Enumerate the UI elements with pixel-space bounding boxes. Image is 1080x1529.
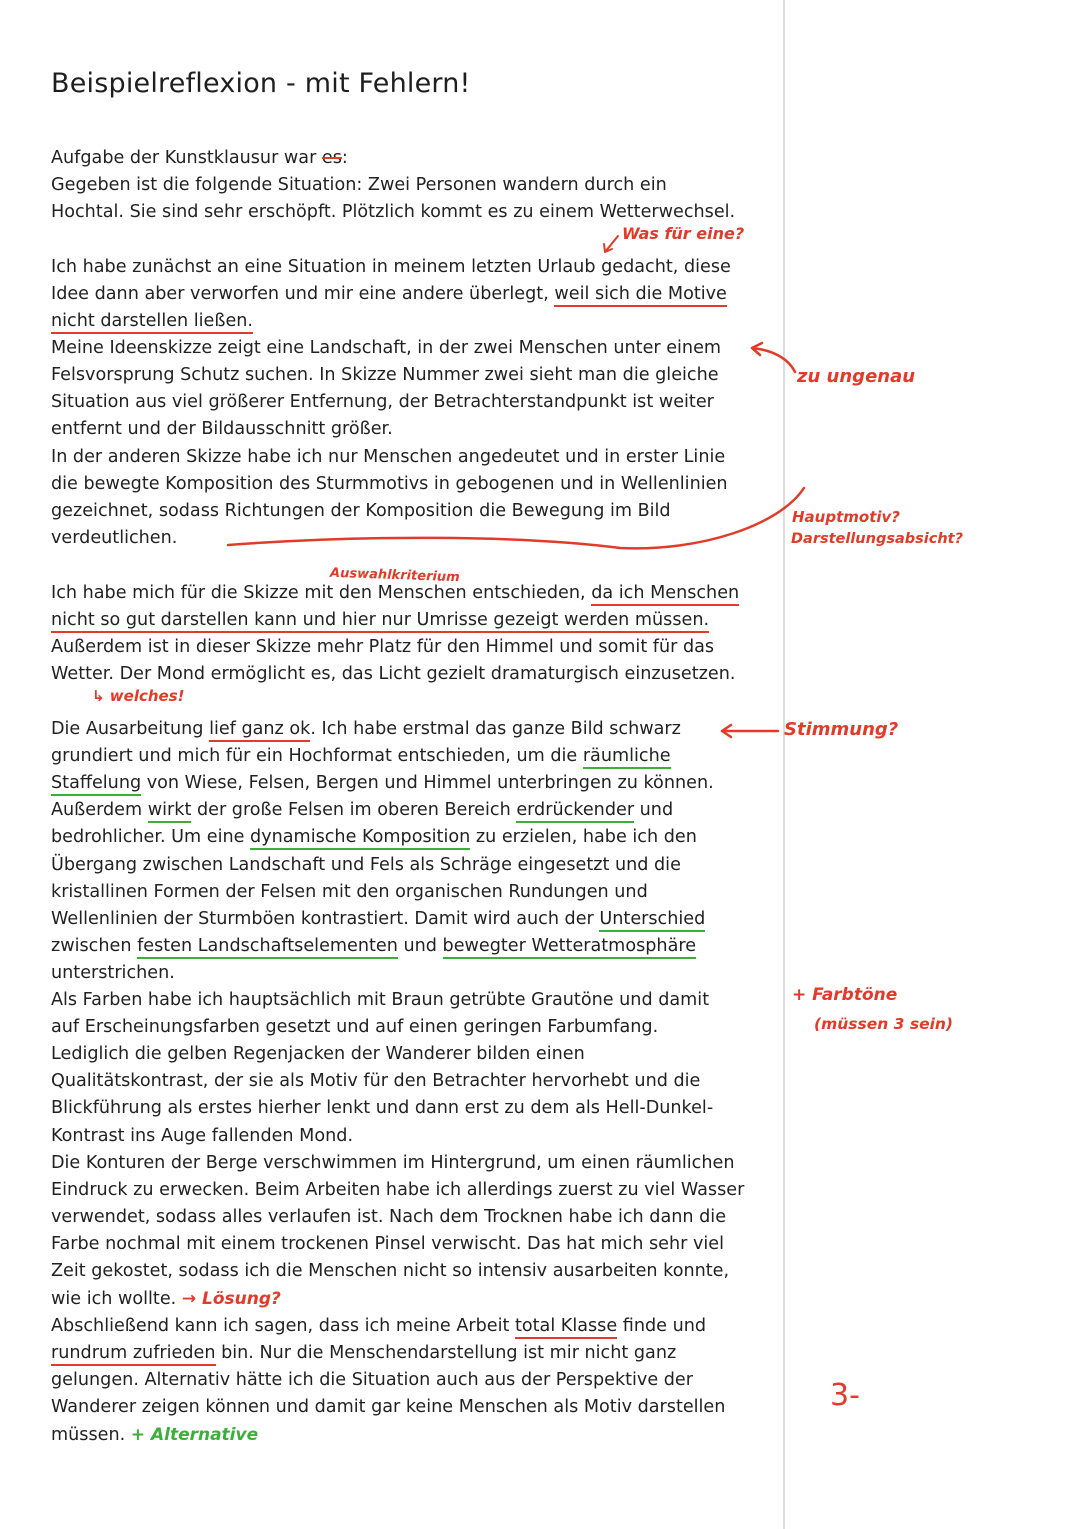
text-line: bedrohlicher. Um eine dynamische Komposition zu erzielen, habe ich den bbox=[51, 827, 697, 847]
arrow-stimmung bbox=[722, 725, 778, 737]
annotation-stimmung: Stimmung? bbox=[784, 719, 899, 740]
annotation-alternative: + Alternative bbox=[130, 1425, 259, 1445]
underlined-text: bewegter Wetteratmosphäre bbox=[443, 936, 697, 959]
annotation-farbtoene: + Farbtöne bbox=[792, 985, 898, 1005]
text-line: unterstrichen. bbox=[51, 963, 175, 983]
text-line: Lediglich die gelben Regenjacken der Wanderer bilden einen bbox=[51, 1044, 585, 1064]
text-line: Hochtal. Sie sind sehr erschöpft. Plötzlich kommt es zu einem Wetterwechsel. bbox=[51, 202, 736, 222]
underlined-text: lief ganz ok bbox=[209, 719, 310, 742]
page-title: Beispielreflexion - mit Fehlern! bbox=[51, 68, 471, 99]
curve-hauptmotiv bbox=[228, 488, 804, 548]
text-line: gezeichnet, sodass Richtungen der Komposition die Bewegung im Bild bbox=[51, 501, 671, 521]
text-line: Die Ausarbeitung lief ganz ok. Ich habe erstmal das ganze Bild schwarz bbox=[51, 719, 681, 739]
text-line: auf Erscheinungsfarben gesetzt und auf einen geringen Farbumfang. bbox=[51, 1017, 659, 1037]
text-line: Die Konturen der Berge verschwimmen im Hintergrund, um einen räumlichen bbox=[51, 1153, 735, 1173]
underlined-text: da ich Menschen bbox=[591, 583, 739, 606]
struck-word: es bbox=[321, 148, 342, 168]
text-line: Blickführung als erstes hierher lenkt und dann erst zu dem als Hell-Dunkel- bbox=[51, 1098, 714, 1118]
underlined-text: dynamische Komposition bbox=[250, 827, 470, 850]
text-line: grundiert und mich für ein Hochformat entschieden, um die räumliche bbox=[51, 746, 671, 766]
annotation-zu-ungenau: zu ungenau bbox=[797, 366, 916, 387]
annotation-muessen-3: (müssen 3 sein) bbox=[814, 1015, 954, 1033]
annotation-auswahlkriterium: Auswahlkriterium bbox=[329, 565, 460, 586]
annotation-welches: ↳ welches! bbox=[92, 687, 185, 705]
text-line: verwendet, sodass alles verlaufen ist. Nach dem Trocknen habe ich dann die bbox=[51, 1207, 727, 1227]
text-line: Gegeben ist die folgende Situation: Zwei Personen wandern durch ein bbox=[51, 175, 667, 195]
underlined-text: erdrückender bbox=[516, 800, 634, 823]
text-line: müssen. + Alternative bbox=[51, 1425, 259, 1445]
text-line: Ich habe zunächst an eine Situation in meinem letzten Urlaub gedacht, diese bbox=[51, 257, 731, 277]
annotation-loesung: → Lösung? bbox=[181, 1289, 281, 1309]
arrow-zu-ungenau bbox=[752, 343, 795, 372]
underlined-text: nicht so gut darstellen kann und hier nur Umrisse gezeigt werden müssen. bbox=[51, 610, 709, 633]
text-line: Abschließend kann ich sagen, dass ich meine Arbeit total Klasse finde und bbox=[51, 1316, 706, 1336]
underlined-text: räumliche bbox=[583, 746, 671, 769]
text-line: Eindruck zu erwecken. Beim Arbeiten habe ich allerdings zuerst zu viel Wasser bbox=[51, 1180, 745, 1200]
text-line: Meine Ideenskizze zeigt eine Landschaft, in der zwei Menschen unter einem bbox=[51, 338, 722, 358]
text-line: Wetter. Der Mond ermöglicht es, das Licht gezielt dramaturgisch einzusetzen. bbox=[51, 664, 736, 684]
text-line: Wanderer zeigen können und damit gar keine Menschen als Motiv darstellen bbox=[51, 1397, 726, 1417]
annotation-was-fuer-eine: Was für eine? bbox=[622, 224, 745, 243]
text-line: die bewegte Komposition des Sturmmotivs in gebogenen und in Wellenlinien bbox=[51, 474, 728, 494]
text-line: Außerdem ist in dieser Skizze mehr Platz für den Himmel und somit für das bbox=[51, 637, 715, 657]
grade-mark: 3- bbox=[830, 1378, 860, 1413]
annotation-darstellungsabsicht: Darstellungsabsicht? bbox=[791, 531, 963, 547]
text-line: In der anderen Skizze habe ich nur Menschen angedeutet und in erster Linie bbox=[51, 447, 726, 467]
text-line: Zeit gekostet, sodass ich die Menschen nicht so intensiv ausarbeiten konnte, bbox=[51, 1261, 730, 1281]
annotation-hauptmotiv: Hauptmotiv? bbox=[792, 508, 900, 526]
text-line: Außerdem wirkt der große Felsen im oberen Bereich erdrückender und bbox=[51, 800, 673, 820]
text-line: wie ich wollte. → Lösung? bbox=[51, 1289, 281, 1309]
text-line: Übergang zwischen Landschaft und Fels als Schräge eingesetzt und die bbox=[51, 855, 681, 875]
text-line: entfernt und der Bildausschnitt größer. bbox=[51, 419, 393, 439]
underlined-text: wirkt bbox=[148, 800, 192, 823]
text-line: Ich habe mich für die Skizze mit den Menschen entschieden, da ich Menschen bbox=[51, 583, 739, 603]
text-line: Kontrast ins Auge fallenden Mond. bbox=[51, 1126, 354, 1146]
underlined-text: total Klasse bbox=[515, 1316, 617, 1339]
text-line: zwischen festen Landschaftselementen und bewegter Wetteratmosphäre bbox=[51, 936, 696, 956]
underlined-text: rundrum zufrieden bbox=[51, 1343, 216, 1366]
text-line: Wellenlinien der Sturmböen kontrastiert. Damit wird auch der Unterschied bbox=[51, 909, 705, 929]
text-line: Felsvorsprung Schutz suchen. In Skizze Nummer zwei sieht man die gleiche bbox=[51, 365, 719, 385]
underlined-text: festen Landschaftselementen bbox=[137, 936, 398, 959]
underlined-text: weil sich die Motive bbox=[554, 284, 727, 307]
text-line: Staffelung von Wiese, Felsen, Bergen und Himmel unterbringen zu können. bbox=[51, 773, 714, 793]
text-line: Qualitätskontrast, der sie als Motiv für den Betrachter hervorhebt und die bbox=[51, 1071, 701, 1091]
text-line: kristallinen Formen der Felsen mit den organischen Rundungen und bbox=[51, 882, 648, 902]
underlined-text: Staffelung bbox=[51, 773, 141, 796]
text-line: Als Farben habe ich hauptsächlich mit Braun getrübte Grautöne und damit bbox=[51, 990, 710, 1010]
text-line: Idee dann aber verworfen und mir eine andere überlegt, weil sich die Motive bbox=[51, 284, 727, 304]
arrow-was-fuer-eine bbox=[604, 236, 618, 252]
text-line: rundrum zufrieden bin. Nur die Menschendarstellung ist mir nicht ganz bbox=[51, 1343, 676, 1363]
text-line: gelungen. Alternativ hätte ich die Situation auch aus der Perspektive der bbox=[51, 1370, 693, 1390]
text-line: Farbe nochmal mit einem trockenen Pinsel verwischt. Das hat mich sehr viel bbox=[51, 1234, 724, 1254]
underlined-text: nicht darstellen ließen. bbox=[51, 311, 253, 334]
text-line: Aufgabe der Kunstklausur war es: bbox=[51, 148, 348, 168]
text-line: Situation aus viel größerer Entfernung, der Betrachterstandpunkt ist weiter bbox=[51, 392, 714, 412]
text-line: verdeutlichen. bbox=[51, 528, 178, 548]
underlined-text: Unterschied bbox=[599, 909, 705, 932]
